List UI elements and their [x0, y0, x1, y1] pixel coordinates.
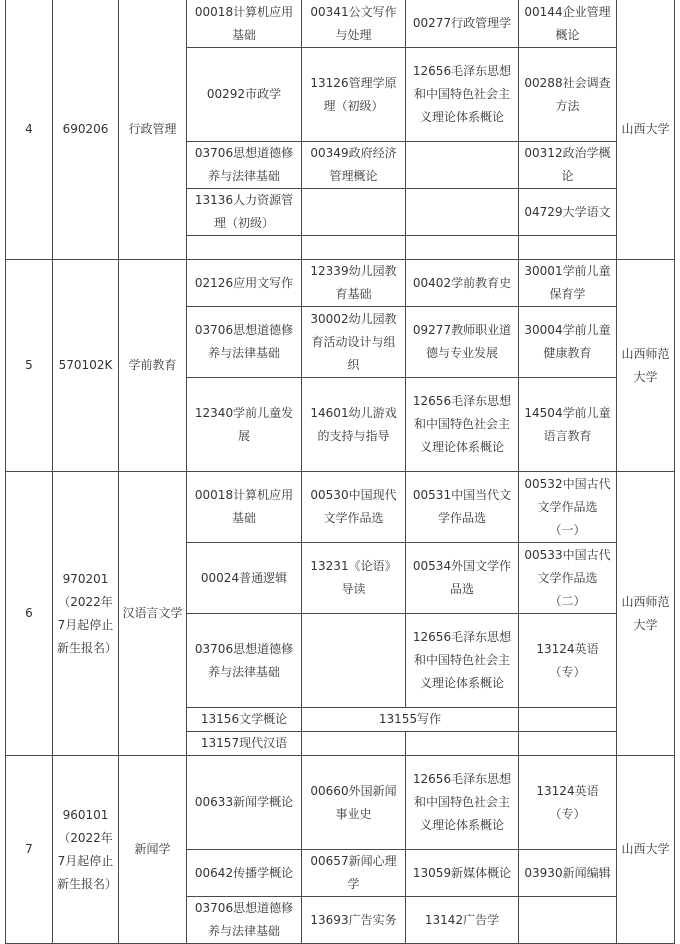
course-cell: 14504学前儿童语言教育: [519, 378, 617, 472]
major-number: 4: [6, 0, 53, 260]
empty-cell: [302, 732, 406, 756]
course-cell: 00024普通逻辑: [187, 543, 302, 614]
course-cell: 13142广告学: [406, 897, 519, 944]
course-cell: 00018计算机应用基础: [187, 472, 302, 543]
course-cell: 12339幼儿园教育基础: [302, 260, 406, 307]
empty-cell: [187, 236, 302, 260]
course-cell: 00018计算机应用基础: [187, 0, 302, 48]
course-cell: 03706思想道德修养与法律基础: [187, 897, 302, 944]
course-cell: 12656毛泽东思想和中国特色社会主义理论体系概论: [406, 378, 519, 472]
course-cell: 00530中国现代文学作品选: [302, 472, 406, 543]
course-cell: 00532中国古代文学作品选（一）: [519, 472, 617, 543]
course-cell: 00288社会调查方法: [519, 48, 617, 142]
course-cell: 09277教师职业道德与专业发展: [406, 307, 519, 378]
course-cell: 13124英语（专）: [519, 756, 617, 850]
table-row: [6, 260, 675, 307]
empty-cell: [519, 897, 617, 944]
empty-cell: [519, 236, 617, 260]
major-name: 汉语言文学: [119, 472, 187, 756]
course-cell: 02126应用文写作: [187, 260, 302, 307]
course-cell: 00660外国新闻事业史: [302, 756, 406, 850]
course-cell: 03930新闻编辑: [519, 850, 617, 897]
course-cell: 03706思想道德修养与法律基础: [187, 614, 302, 708]
school-name: 山西大学: [617, 756, 675, 944]
empty-cell: [302, 236, 406, 260]
course-cell: 12656毛泽东思想和中国特色社会主义理论体系概论: [406, 614, 519, 708]
course-cell: 13156文学概论: [187, 708, 302, 732]
course-cell: 13231《论语》导读: [302, 543, 406, 614]
empty-cell: [302, 614, 406, 708]
course-cell: 12340学前儿童发展: [187, 378, 302, 472]
school-name: 山西大学: [617, 0, 675, 260]
empty-cell: [519, 708, 617, 732]
course-cell: 14601幼儿游戏的支持与指导: [302, 378, 406, 472]
course-cell: 00533中国古代文学作品选（二）: [519, 543, 617, 614]
course-cell: 13126管理学原理（初级）: [302, 48, 406, 142]
course-cell: 00402学前教育史: [406, 260, 519, 307]
major-name: 新闻学: [119, 756, 187, 944]
table-row: [6, 0, 675, 48]
table-row: [6, 756, 675, 850]
empty-cell: [406, 189, 519, 236]
empty-cell: [302, 189, 406, 236]
major-number: 7: [6, 756, 53, 944]
course-cell: 00292市政学: [187, 48, 302, 142]
table-row: [6, 472, 675, 543]
course-cell: 13124英语（专）: [519, 614, 617, 708]
major-number: 6: [6, 472, 53, 756]
exam-plan-table: [5, 0, 675, 944]
course-cell: 13136人力资源管理（初级）: [187, 189, 302, 236]
empty-cell: [406, 732, 519, 756]
major-code: 690206: [53, 0, 119, 260]
major-number: 5: [6, 260, 53, 472]
course-cell: 00642传播学概论: [187, 850, 302, 897]
course-cell: 04729大学语文: [519, 189, 617, 236]
course-cell: 30002幼儿园教育活动设计与组织: [302, 307, 406, 378]
course-cell: 03706思想道德修养与法律基础: [187, 307, 302, 378]
major-name: 行政管理: [119, 0, 187, 260]
school-name: 山西师范大学: [617, 472, 675, 756]
major-name: 学前教育: [119, 260, 187, 472]
course-cell: 00534外国文学作品选: [406, 543, 519, 614]
course-cell: 00341公文写作与处理: [302, 0, 406, 48]
course-cell: 00633新闻学概论: [187, 756, 302, 850]
empty-cell: [519, 732, 617, 756]
course-cell: 13693广告实务: [302, 897, 406, 944]
course-cell: 00657新闻心理学: [302, 850, 406, 897]
empty-cell: [406, 142, 519, 189]
course-cell: 00349政府经济管理概论: [302, 142, 406, 189]
course-cell: 30001学前儿童保育学: [519, 260, 617, 307]
major-code: 960101（2022年7月起停止新生报名）: [53, 756, 119, 944]
major-code: 970201（2022年7月起停止新生报名）: [53, 472, 119, 756]
course-cell: 13155写作: [302, 708, 519, 732]
course-cell: 00277行政管理学: [406, 0, 519, 48]
course-cell: 30004学前儿童健康教育: [519, 307, 617, 378]
course-cell: 00144企业管理概论: [519, 0, 617, 48]
major-code: 570102K: [53, 260, 119, 472]
course-cell: 13059新媒体概论: [406, 850, 519, 897]
course-cell: 00531中国当代文学作品选: [406, 472, 519, 543]
course-cell: 13157现代汉语: [187, 732, 302, 756]
course-cell: 12656毛泽东思想和中国特色社会主义理论体系概论: [406, 48, 519, 142]
empty-cell: [406, 236, 519, 260]
course-cell: 03706思想道德修养与法律基础: [187, 142, 302, 189]
course-cell: 12656毛泽东思想和中国特色社会主义理论体系概论: [406, 756, 519, 850]
school-name: 山西师范大学: [617, 260, 675, 472]
course-cell: 00312政治学概论: [519, 142, 617, 189]
